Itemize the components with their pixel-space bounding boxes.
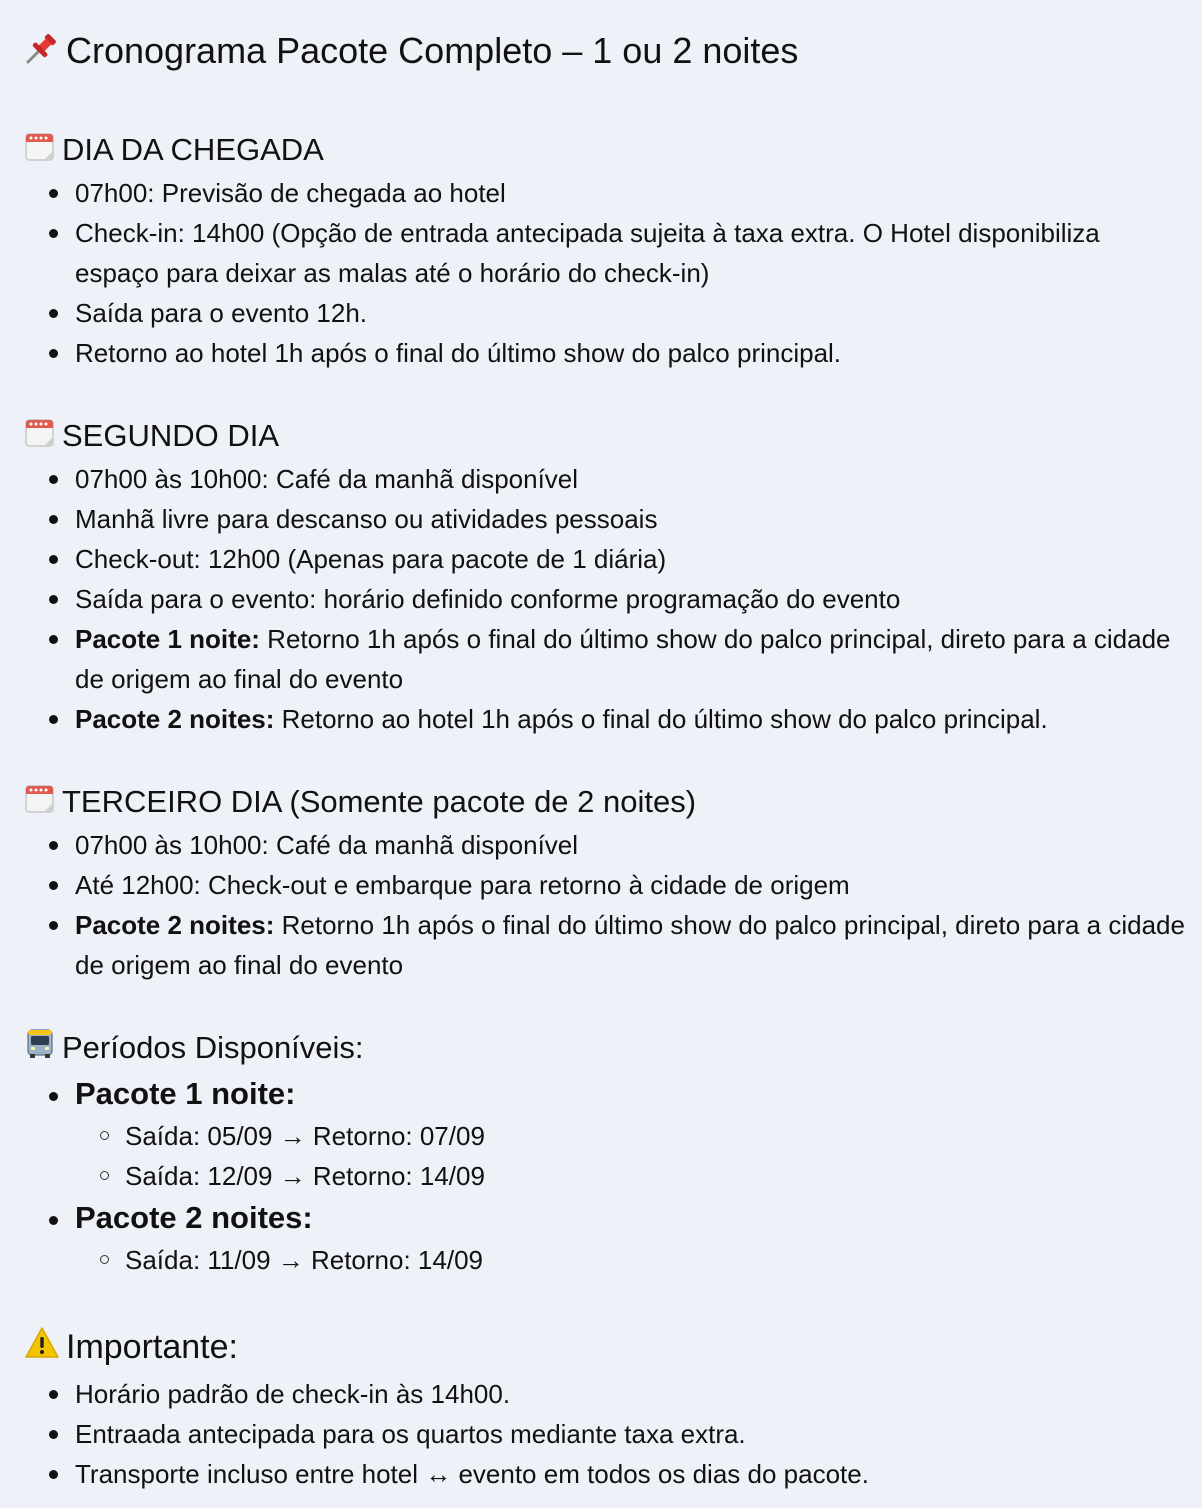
date-item: Saída: 05/09 → Retorno: 07/09	[75, 1116, 1188, 1156]
list-item: Manhã livre para descanso ou atividades pessoais	[30, 499, 1188, 539]
heading-importante	[24, 1326, 238, 1368]
pacote-label: Pacote 2 noites:	[75, 1200, 313, 1235]
pacote-1-dates	[75, 1116, 1188, 1196]
list-item: Horário padrão de check-in às 14h00.	[30, 1374, 1188, 1414]
list-item: 07h00: Previsão de chegada ao hotel	[30, 173, 1188, 213]
list-item: Transporte incluso entre hotel ↔ evento em todos os dias do pacote.	[30, 1454, 1188, 1494]
pacote-label: Pacote 1 noite:	[75, 624, 260, 654]
heading-text: Períodos Disponíveis:	[62, 1030, 364, 1065]
calendar-icon	[24, 416, 56, 457]
date-item: Saída: 11/09 → Retorno: 14/09	[75, 1240, 1188, 1280]
list-item-pacote-2	[30, 905, 1188, 985]
pacote-label: Pacote 2 noites:	[75, 704, 275, 734]
pacote-label: Pacote 1 noite:	[75, 1076, 296, 1111]
bus-icon	[24, 1028, 56, 1069]
list-item: Check-in: 14h00 (Opção de entrada antecipada sujeita à taxa extra. O Hotel disponibiliza espaço para deixar as malas até o horário do check-in)	[30, 213, 1188, 293]
pacote-2-dates	[75, 1240, 1188, 1280]
pacote-text: Retorno 1h após o final do último show do palco principal, direto para a cidade de origem ao final do evento	[75, 910, 1185, 980]
list-item-pacote-1	[30, 619, 1188, 699]
date-item: Saída: 12/09 → Retorno: 14/09	[75, 1156, 1188, 1196]
page-title	[24, 26, 798, 79]
heading-segundo-dia	[24, 416, 279, 457]
title-text: Cronograma Pacote Completo – 1 ou 2 noites	[66, 30, 799, 71]
calendar-icon	[24, 782, 56, 823]
list-item: Check-out: 12h00 (Apenas para pacote de 1 diária)	[30, 539, 1188, 579]
pacote-text: Retorno 1h após o final do último show do palco principal, direto para a cidade de origem ao final do evento	[75, 624, 1171, 694]
segundo-dia-list	[30, 459, 1188, 739]
list-item-pacote-1	[30, 1072, 1188, 1196]
pacote-text: Retorno ao hotel 1h após o final do último show do palco principal.	[274, 704, 1048, 734]
heading-text: TERCEIRO DIA (Somente pacote de 2 noites)	[62, 784, 697, 819]
list-item: Saída para o evento: horário definido conforme programação do evento	[30, 579, 1188, 619]
list-item: 07h00 às 10h00: Café da manhã disponível	[30, 459, 1188, 499]
heading-terceiro-dia	[24, 782, 696, 823]
heading-text: SEGUNDO DIA	[62, 418, 280, 453]
heading-text: DIA DA CHEGADA	[62, 132, 324, 167]
importante-list	[30, 1374, 1188, 1494]
list-item: Entraada antecipada para os quartos mediante taxa extra.	[30, 1414, 1188, 1454]
pacote-label: Pacote 2 noites:	[75, 910, 275, 940]
heading-text: Importante:	[66, 1328, 238, 1366]
heading-dia-chegada	[24, 130, 324, 171]
list-item: Retorno ao hotel 1h após o final do último show do palco principal.	[30, 333, 1188, 373]
pushpin-icon	[24, 29, 60, 79]
periodos-list	[30, 1072, 1188, 1280]
terceiro-dia-list	[30, 825, 1188, 985]
list-item-pacote-2	[30, 699, 1188, 739]
list-item: Saída para o evento 12h.	[30, 293, 1188, 333]
calendar-icon	[24, 130, 56, 171]
list-item-pacote-2	[30, 1196, 1188, 1280]
dia-chegada-list	[30, 173, 1188, 373]
list-item: Até 12h00: Check-out e embarque para retorno à cidade de origem	[30, 865, 1188, 905]
heading-periodos	[24, 1028, 364, 1069]
warning-icon	[24, 1326, 60, 1368]
list-item: 07h00 às 10h00: Café da manhã disponível	[30, 825, 1188, 865]
